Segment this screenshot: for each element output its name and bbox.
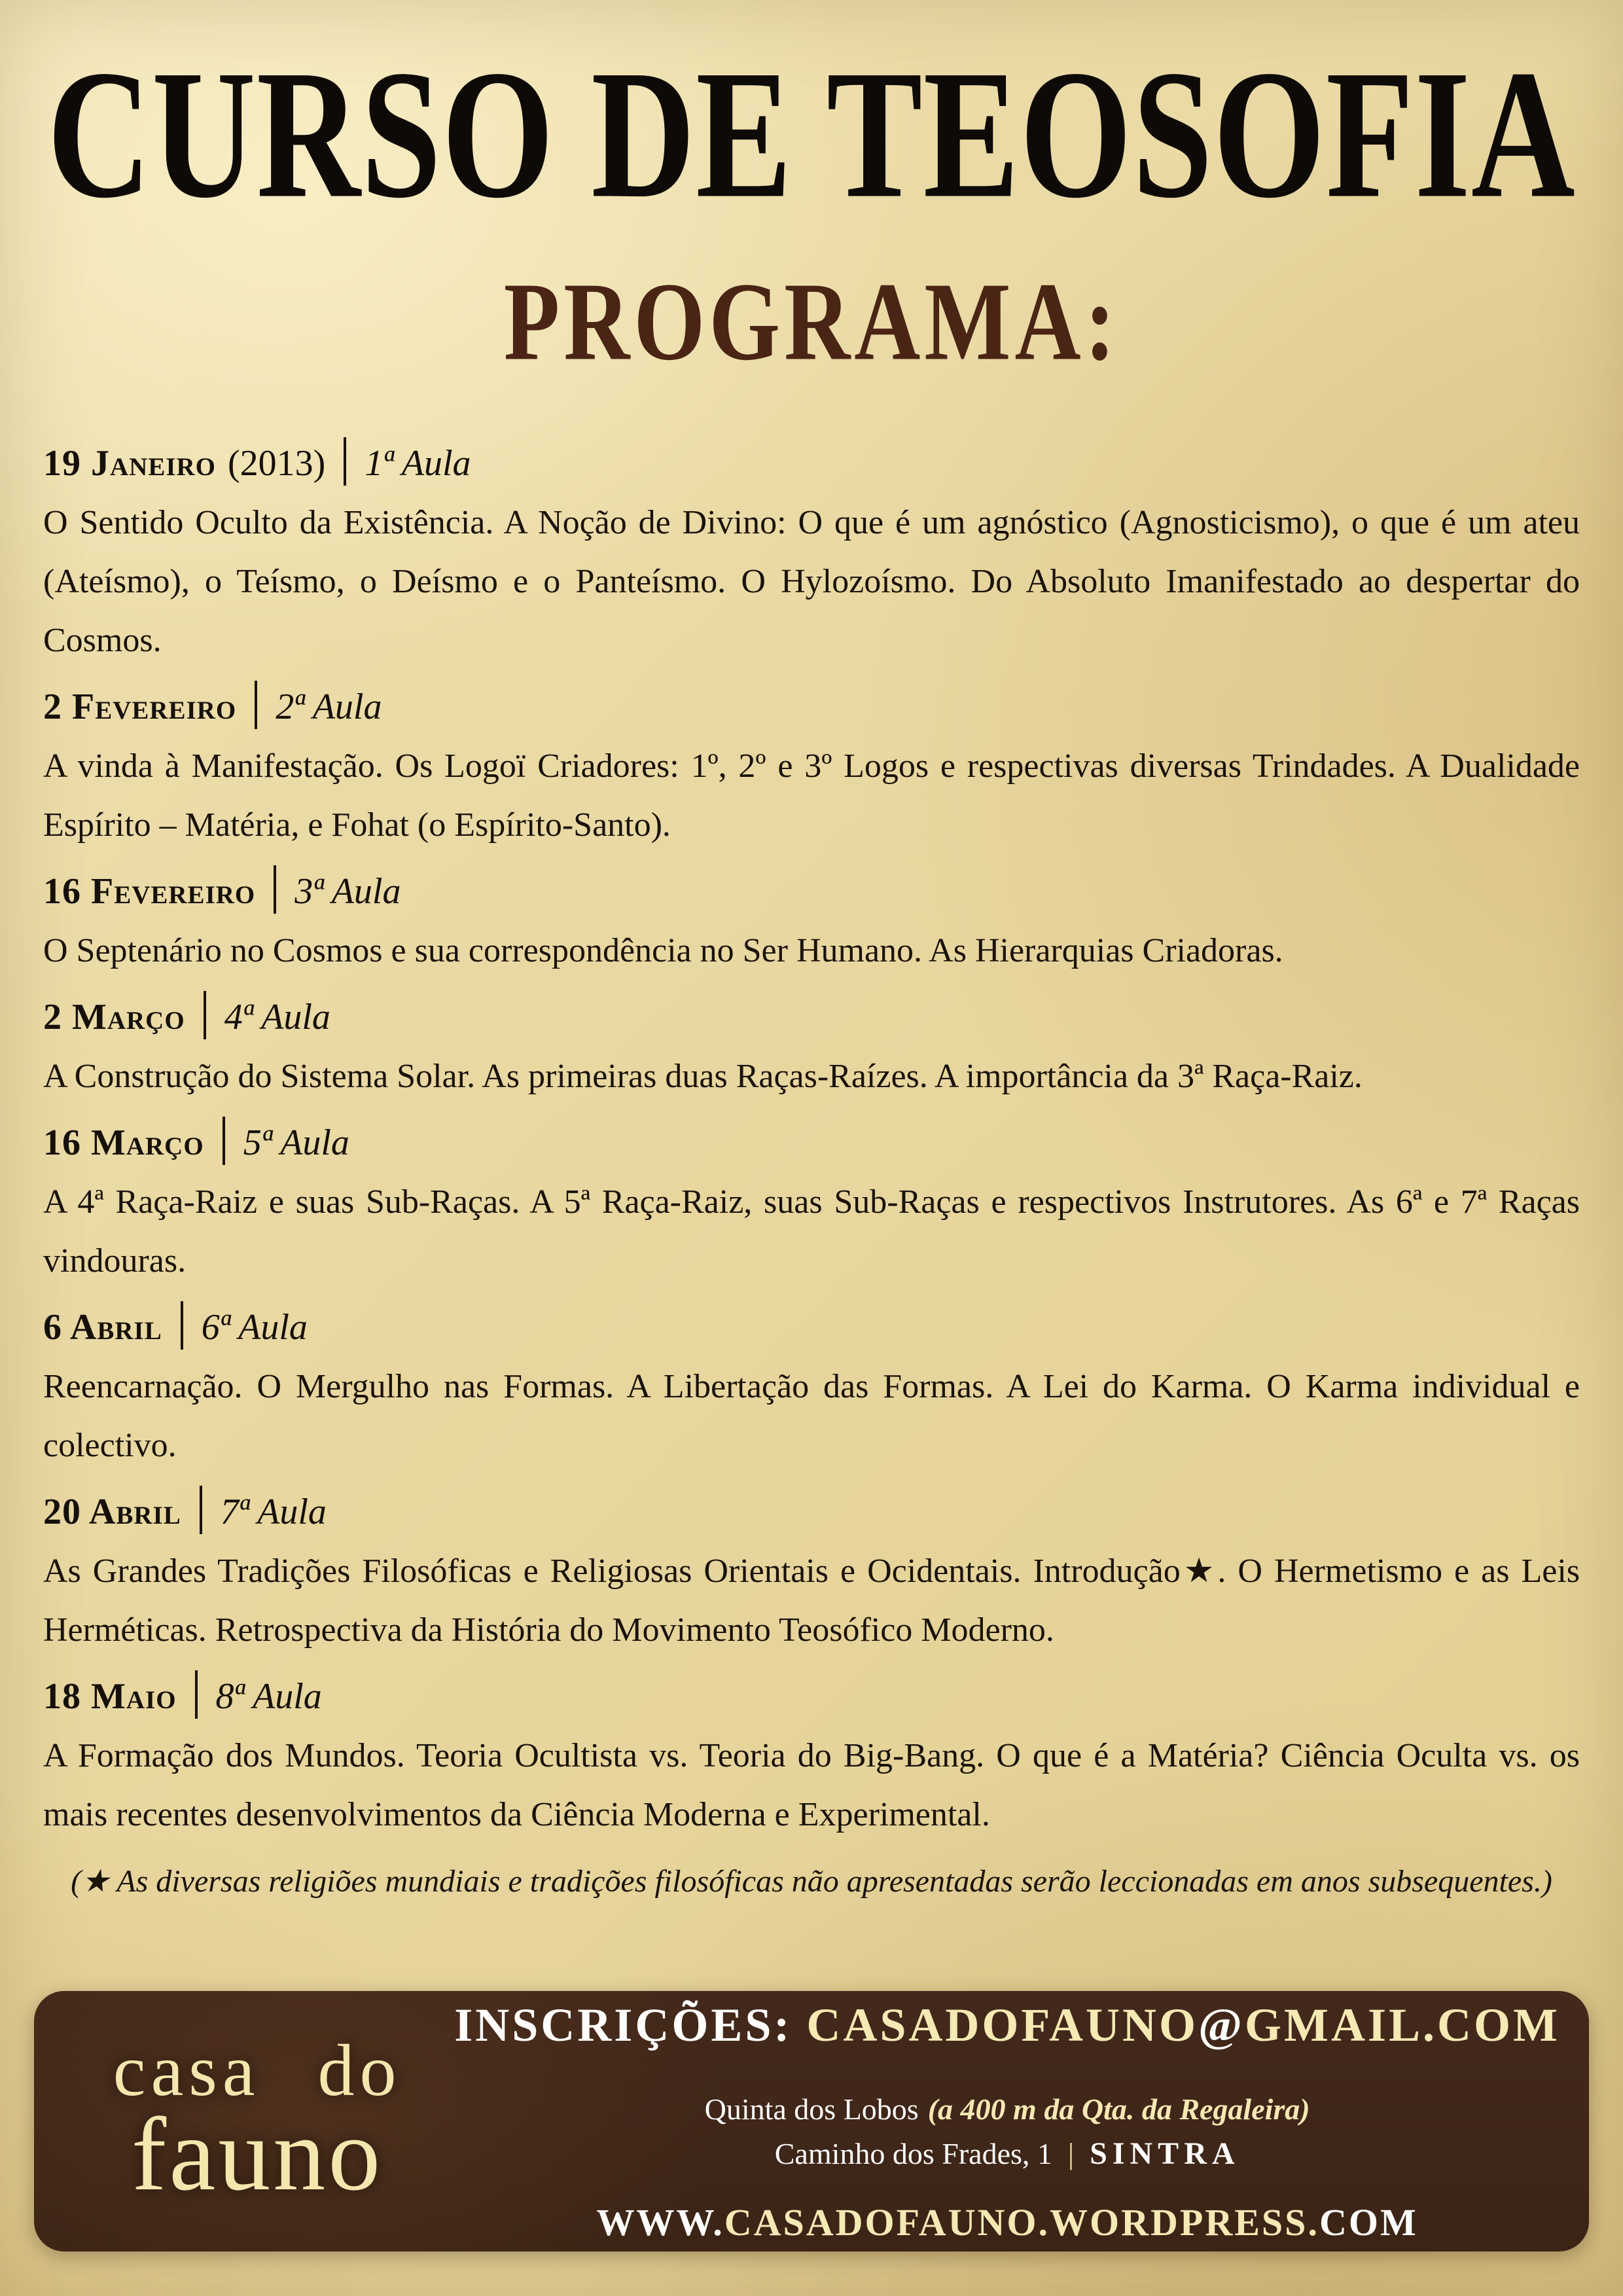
session-heading [43,987,1580,1047]
separator-bar-icon [255,681,257,729]
session-year: (2013) [228,443,326,484]
session-lesson-number: 6ª Aula [201,1307,308,1348]
website-main: CASADOFAUNO.WORDPRESS. [724,2201,1319,2244]
program-session [43,861,1580,980]
session-lesson-number: 3ª Aula [294,871,401,912]
program-session [43,1482,1580,1660]
session-date: 20 Abril [43,1492,181,1532]
session-description: A Formação dos Mundos. Teoria Ocultista vs. Teoria do Big-Bang. O que é a Matéria? Ciência Oculta vs. os mais recentes desenvolvimentos da Ciência Moderna e Experimental. [43,1737,1580,1833]
inscriptions-email [806,1999,1560,2051]
logo-text-casa-do: casa do [113,2030,402,2111]
session-heading [43,1297,1580,1357]
inscriptions-label: INSCRIÇÕES: [454,1999,793,2051]
email-user: CASADOFAUNO [806,1999,1199,2051]
separator-bar-icon [195,1670,198,1719]
logo-text-fauno: fauno [131,2096,383,2213]
session-description: O Sentido Oculto da Existência. A Noção de Divino: O que é um agnóstico (Agnosticismo), o que é um ateu (Ateísmo), o Teísmo, o Deísmo e o Panteísmo. O Hylozoísmo. Do Absoluto Imanifestado ao despertar do Cosmos. [43,504,1580,659]
session-description: Reencarnação. O Mergulho nas Formas. A Libertação das Formas. A Lei do Karma. O Karma individual e colectivo. [43,1368,1580,1464]
address-separator-bar: | [1067,2137,1075,2170]
session-date: 2 Fevereiro [43,687,237,727]
address-line-1 [454,2092,1560,2126]
session-date: 18 Maio [43,1676,177,1717]
session-lesson-number: 5ª Aula [243,1122,349,1163]
website-suffix: COM [1319,2201,1418,2244]
session-heading [43,1666,1580,1727]
separator-bar-icon [344,437,346,486]
program-session [43,433,1580,670]
session-description: O Septenário no Cosmos e sua correspondência no Ser Humano. As Hierarquias Criadoras. [43,932,1283,969]
session-heading [43,861,1580,922]
session-heading [43,1482,1580,1542]
program-session [43,1666,1580,1844]
program-session [43,677,1580,855]
separator-bar-icon [181,1301,183,1350]
session-description: A Construção do Sistema Solar. As primeiras duas Raças-Raízes. A importância da 3ª Raça-Raiz. [43,1058,1363,1095]
footer-info [454,1998,1589,2244]
email-domain: GMAIL.COM [1245,1999,1560,2051]
website-url [454,2200,1560,2244]
address-venue: Quinta dos Lobos [704,2092,919,2126]
program-session [43,1297,1580,1475]
subhead [0,260,1623,384]
session-date: 16 Fevereiro [43,871,256,912]
session-lesson-number: 2ª Aula [276,687,382,727]
masthead [0,0,1623,236]
program-session [43,987,1580,1106]
session-date: 19 Janeiro [43,443,217,484]
session-heading [43,1113,1580,1173]
program-session [43,1113,1580,1291]
session-lesson-number: 1ª Aula [365,443,471,484]
program-list [43,433,1580,1844]
session-description: As Grandes Tradições Filosóficas e Religiosas Orientais e Ocidentais. Introdução★. O Hermetismo e as Leis Herméticas. Retrospectiva da História do Movimento Teosófico Moderno. [43,1552,1580,1649]
separator-bar-icon [200,1486,202,1534]
address-line-2 [454,2136,1560,2172]
separator-bar-icon [223,1117,225,1165]
footnote: (★ As diversas religiões mundiais e tradições filosóficas não apresentadas serão leccionadas em anos subsequentes.) [71,1864,1552,1899]
inscriptions-line [454,1998,1560,2053]
session-date: 6 Abril [43,1307,162,1348]
session-lesson-number: 4ª Aula [224,997,330,1037]
address-street: Caminho dos Frades, 1 [774,2137,1052,2170]
session-lesson-number: 7ª Aula [220,1492,327,1532]
website-prefix: WWW. [596,2201,724,2244]
separator-bar-icon [204,991,206,1039]
session-date: 2 Março [43,997,185,1037]
poster-subtitle: PROGRAMA: [503,260,1120,384]
session-lesson-number: 8ª Aula [215,1676,322,1717]
footer-bar [34,1991,1589,2251]
session-date: 16 Março [43,1122,204,1163]
address-city: SINTRA [1090,2136,1240,2171]
separator-bar-icon [274,865,276,914]
session-heading [43,433,1580,493]
poster-title: CURSO DE TEOSOFIA [47,31,1576,236]
address-note: (a 400 m da Qta. da Regaleira) [927,2092,1310,2126]
email-at-sign: @ [1198,1999,1245,2051]
session-description: A vinda à Manifestação. Os Logoï Criadores: 1º, 2º e 3º Logos e respectivas diversas Trindades. A Dualidade Espírito – Matéria, e Fohat (o Espírito-Santo). [43,747,1580,844]
session-heading [43,677,1580,737]
casa-do-fauno-logo [60,2030,454,2213]
session-description: A 4ª Raça-Raiz e suas Sub-Raças. A 5ª Raça-Raiz, suas Sub-Raças e respectivos Instrutores. As 6ª e 7ª Raças vindouras. [43,1183,1580,1280]
